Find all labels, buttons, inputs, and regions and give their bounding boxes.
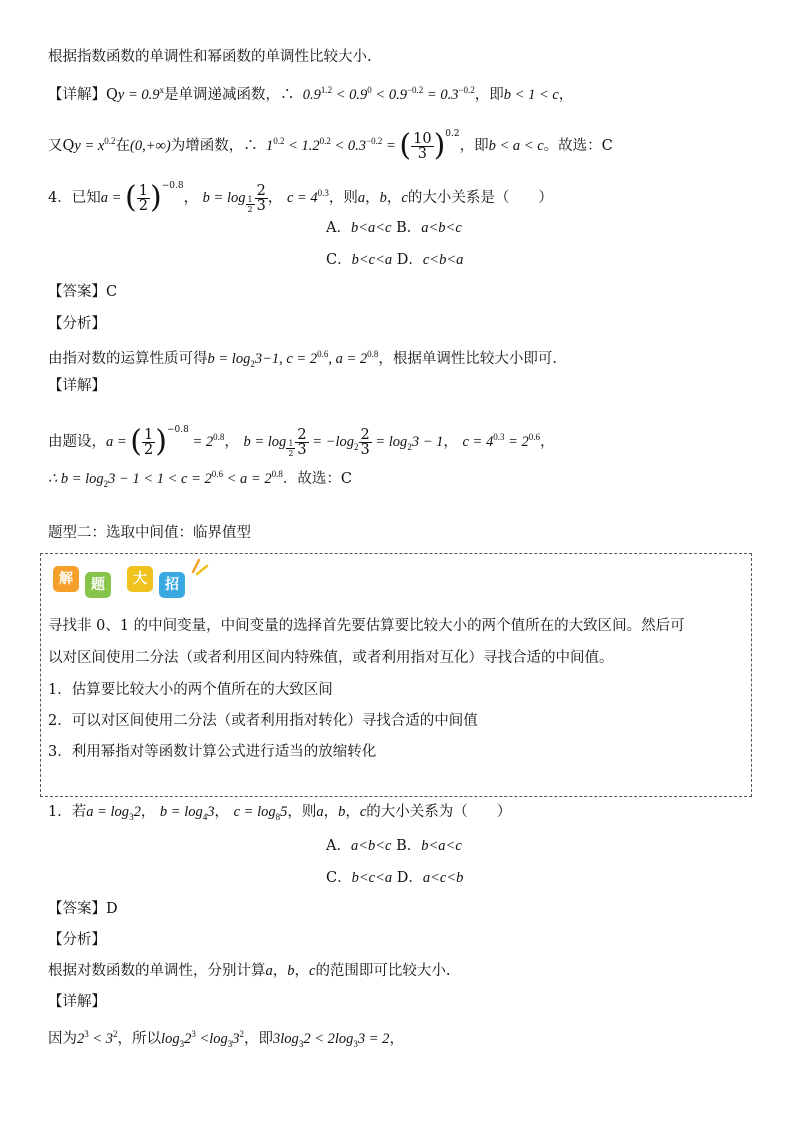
detail-label: 【详解】 [48, 994, 106, 1010]
text-line: 根据对数函数的单调性，分别计算a，b，c的范围即可比较大小. [48, 963, 451, 979]
options-row: A．b<a<c B．a<b<c [326, 220, 462, 236]
analysis-label: 【分析】 [48, 932, 106, 948]
text-line: 由题设，a = ( $\frac{1}{2}$ )$^{-0.8} = 2^{0.8}$， b = log $\frac{1}{2}$ $\frac{2}{3}$ = $-\log_2$ $\frac{2}{3}$ = $\log_23 - 1$， $c = 4^{0.3} = 2^{0.6}$， [48, 424, 555, 459]
answer-label: 【答案】C [48, 284, 118, 300]
answer-label: 【答案】D [48, 901, 118, 917]
tip-text: 以对区间使用二分法（或者利用区间内特殊值，或者利用指对互化）寻找合适的中间值。 [48, 650, 614, 666]
section-title: 题型二：选取中间值：临界值型 [48, 525, 251, 541]
options-row: C．b<c<a D．a<c<b [326, 870, 464, 886]
badge-char: 题 [85, 572, 111, 598]
tip-text: 寻找非 0、1 的中间变量，中间变量的选择首先要估算要比较大小的两个值所在的大致区间。然后可 [48, 618, 685, 634]
text-line: 【详解】$Qy = 0.9^x$是单调递减函数，∴ $0.9^{1.2} < 0.9^0 < 0.9^{-0.2} = 0.3^{-0.2}$，即b < 1 < c， [48, 85, 574, 103]
text-line: 又$Qy = x^{0.2}$在(0,+∞)为增函数，∴ $1^{0.2} < 1.2^{0.2} < 0.3^{-0.2}$ = ( $\frac{10}{3}$ )$^{0.2}$，即b < a < c。故选：C [48, 128, 613, 163]
badge-char: 招 [159, 572, 185, 598]
sparkle-icon [189, 556, 211, 578]
text-line: 因为$2^3 < 3^2$，所以$\log_32^3 <\log_33^2$，即$3\log_32 < 2\log_33 = 2$， [48, 1029, 404, 1049]
tip-item: 1．估算要比较大小的两个值所在的大致区间 [48, 682, 333, 698]
detail-label: 【详解】 [48, 378, 106, 394]
tip-item: 2．可以对区间使用二分法（或者利用指对转化）寻找合适的中间值 [48, 713, 478, 729]
text-line: 由指对数的运算性质可得$b = \log_23-1$, $c = 2^{0.6}$, $a = 2^{0.8}$，根据单调性比较大小即可. [48, 349, 557, 369]
badge-char: 解 [53, 566, 79, 592]
options-row: C．b<c<a D．c<b<a [326, 252, 464, 268]
options-row: A．a<b<c B．b<a<c [326, 838, 462, 854]
question-1: 1．若$a = \log_32$， $b = \log_43$， $c = \log_85$，则a，b，c的大小关系为（ ） [48, 804, 512, 822]
tip-item: 3．利用幂指对等函数计算公式进行适当的放缩转化 [48, 744, 377, 760]
text-line: ∴ $b = \log_23 - 1 < 1 < c = 2^{0.6} < a = 2^{0.8}$．故选：C [48, 469, 352, 489]
text-line: 根据指数函数的单调性和幂函数的单调性比较大小. [48, 49, 372, 65]
analysis-label: 【分析】 [48, 316, 106, 332]
tip-box [40, 553, 752, 797]
question-4: 4．已知a = ( $\frac{1}{2}$ )$^{-0.8}$， b = log $\frac{1}{2}$ $\frac{2}{3}$ ， $c = 4^{0.3}$，则a，b，c的大小关系是（ ） [48, 180, 553, 215]
badge-char: 大 [127, 566, 153, 592]
